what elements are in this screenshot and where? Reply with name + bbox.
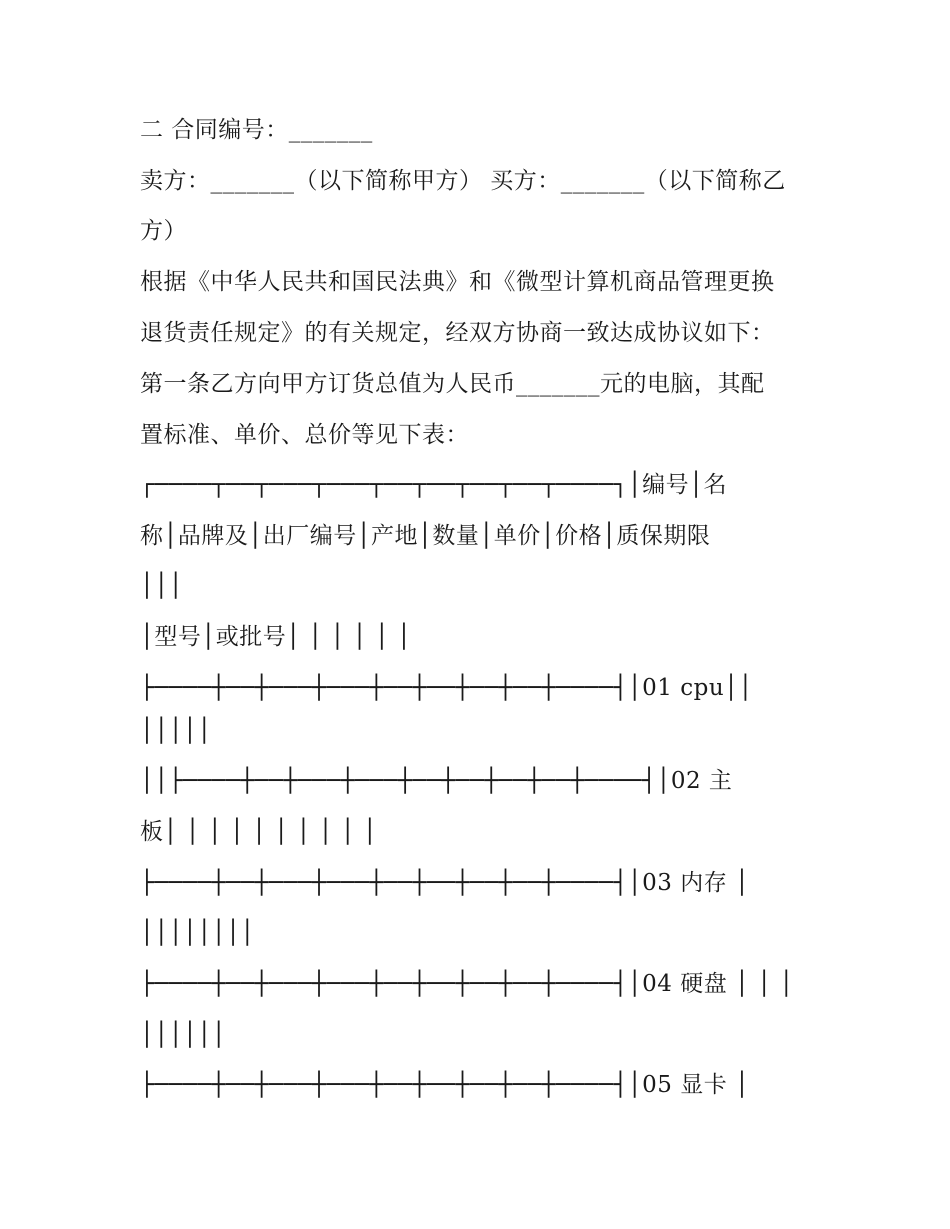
table-row-cpu-cont: │││││: [140, 718, 212, 744]
table-row-harddisk-cont: ││││││: [140, 1022, 227, 1048]
table-row-memory-cont: ││││││││: [140, 920, 255, 946]
article-1-line-2: 置标准、单价、总价等见下表：: [140, 422, 469, 448]
table-header-row-1-cont: │││: [140, 573, 184, 599]
table-row-harddisk: ├────┼──┼───┼───┼──┼──┼──┼──┼────┤│04 硬盘 │ │ │: [140, 971, 794, 997]
table-row-graphics-card: ├────┼──┼───┼───┼──┼──┼──┼──┼────┤│05 显卡 │: [140, 1072, 750, 1098]
article-1-line-1: 第一条乙方向甲方订货总值为人民币_______元的电脑，其配: [140, 371, 765, 397]
table-top-border: ┌────┬──┬───┬───┬──┬──┬──┬──┬────┐│编号│名: [140, 472, 727, 498]
table-row-motherboard: ││├────┼──┼───┼───┼──┼──┼──┼──┼────┤│02 主: [140, 768, 733, 794]
parties-line: 卖方：_______（以下简称甲方） 买方：_______（以下简称乙: [140, 168, 786, 194]
table-row-motherboard-cont: 板│ │ │ │ │ │ │ │ │ │: [140, 819, 378, 845]
basis-line-1: 根据《中华人民共和国民法典》和《微型计算机商品管理更换: [140, 269, 775, 295]
table-row-memory: ├────┼──┼───┼───┼──┼──┼──┼──┼────┤│03 内存 │: [140, 870, 750, 896]
basis-line-2: 退货责任规定》的有关规定，经双方协商一致达成协议如下：: [140, 320, 775, 346]
table-row-cpu: ├────┼──┼───┼───┼──┼──┼──┼──┼────┤│01 cpu││: [140, 675, 753, 701]
contract-number-line: 二 合同编号：_______: [140, 117, 373, 143]
parties-line-cont: 方）: [140, 218, 187, 244]
table-header-row-2: │型号│或批号│ │ │ │ │ │: [140, 624, 412, 650]
table-header-row-1: 称│品牌及│出厂编号│产地│数量│单价│价格│质保期限: [140, 523, 711, 549]
